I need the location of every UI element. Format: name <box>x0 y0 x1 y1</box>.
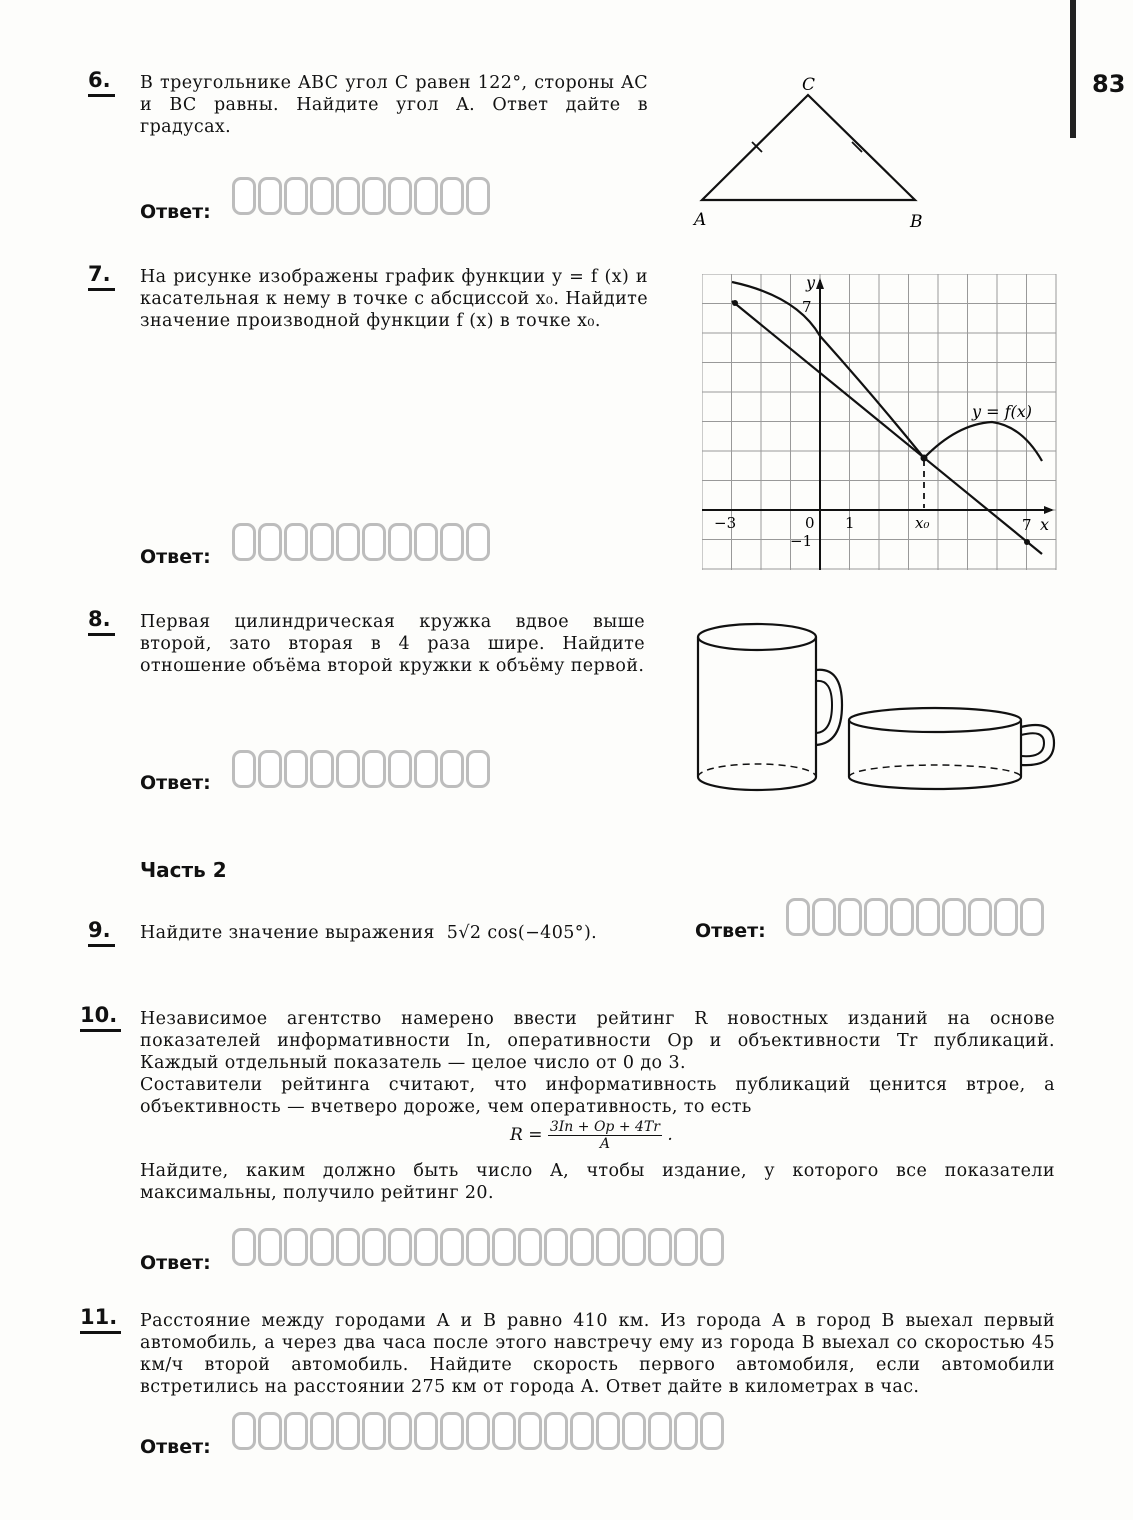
tangent-line <box>732 301 1042 554</box>
answer-cell[interactable] <box>570 1412 594 1450</box>
task-6-answer-label: Ответ: <box>140 201 211 223</box>
answer-cell[interactable] <box>674 1412 698 1450</box>
answer-cell[interactable] <box>284 177 308 215</box>
task-10-formula <box>510 1119 673 1152</box>
answer-cell[interactable] <box>890 898 914 936</box>
answer-cell[interactable] <box>362 1228 386 1266</box>
answer-cell[interactable] <box>968 898 992 936</box>
answer-cell[interactable] <box>414 1412 438 1450</box>
answer-cell[interactable] <box>232 750 256 788</box>
answer-cell[interactable] <box>466 1412 490 1450</box>
task-9-answer-cells[interactable] <box>786 898 1046 936</box>
answer-cell[interactable] <box>1020 898 1044 936</box>
x-axis-label: x <box>1040 515 1050 534</box>
task-10-answer-label: Ответ: <box>140 1252 211 1274</box>
task-7-answer-label: Ответ: <box>140 546 211 568</box>
formula-lhs: R = <box>510 1125 543 1145</box>
answer-cell[interactable] <box>310 177 334 215</box>
answer-cell[interactable] <box>916 898 940 936</box>
task-8-answer-label: Ответ: <box>140 772 211 794</box>
answer-cell[interactable] <box>388 1412 412 1450</box>
answer-cell[interactable] <box>362 750 386 788</box>
vertex-c-label: C <box>802 75 816 95</box>
task-6-number: 6. <box>88 68 111 92</box>
answer-cell[interactable] <box>622 1228 646 1266</box>
vertex-b-label: B <box>910 212 923 232</box>
task-8-text: Первая цилиндрическая кружка вдвое выше второй, зато вторая в 4 раза шире. Найдите отношение объёма второй кружки к объёму первой. <box>140 612 645 676</box>
task-10-text-1: Независимое агентство намерено ввести рейтинг R новостных изданий на основе показателей информативности In, оперативности Op и объективности Tr публикаций. Каждый отдельный показатель — целое число от 0 до 3. <box>140 1009 1055 1073</box>
answer-cell[interactable] <box>994 898 1018 936</box>
answer-cell[interactable] <box>388 750 412 788</box>
answer-cell[interactable] <box>440 750 464 788</box>
task-9-text <box>140 922 597 944</box>
answer-cell[interactable] <box>310 1412 334 1450</box>
page-edge-bar <box>1070 0 1076 138</box>
answer-cell[interactable] <box>284 523 308 561</box>
answer-cell[interactable] <box>414 523 438 561</box>
answer-cell[interactable] <box>284 1228 308 1266</box>
answer-cell[interactable] <box>622 1412 646 1450</box>
answer-cell[interactable] <box>700 1228 724 1266</box>
task-11-text: Расстояние между городами A и B равно 410 км. Из города A в город B выехал первый автомобиль, а через два часа после этого навстречу ему из города B выехал со скоростью 45 км/ч второй автомобиль. Найдите скорость первого автомобиля, если автомобили встретились на расстоянии 275 км от города A. Ответ дайте в километрах в час. <box>140 1311 1055 1397</box>
answer-cell[interactable] <box>596 1412 620 1450</box>
answer-cell[interactable] <box>838 898 862 936</box>
answer-cell[interactable] <box>414 1228 438 1266</box>
task-9-expression: 5√2 cos(−405°). <box>446 923 598 943</box>
answer-cell[interactable] <box>336 1228 360 1266</box>
answer-cell[interactable] <box>258 1228 282 1266</box>
formula-numerator: 3In + Op + 4Tr <box>549 1119 660 1135</box>
formula-end: . <box>667 1125 673 1145</box>
task-7-number: 7. <box>88 262 111 286</box>
answer-cell[interactable] <box>310 523 334 561</box>
answer-cell[interactable] <box>942 898 966 936</box>
answer-cell[interactable] <box>812 898 836 936</box>
task-11-answer-label: Ответ: <box>140 1436 211 1458</box>
answer-cell[interactable] <box>362 177 386 215</box>
answer-cell[interactable] <box>466 523 490 561</box>
origin-label: 0 <box>805 514 815 532</box>
answer-cell[interactable] <box>336 750 360 788</box>
answer-cell[interactable] <box>544 1228 568 1266</box>
task-11-number: 11. <box>80 1305 117 1329</box>
wide-mug <box>849 708 1054 789</box>
answer-cell[interactable] <box>518 1412 542 1450</box>
answer-cell[interactable] <box>232 1412 256 1450</box>
answer-cell[interactable] <box>258 177 282 215</box>
answer-cell[interactable] <box>466 1228 490 1266</box>
answer-cell[interactable] <box>284 750 308 788</box>
answer-cell[interactable] <box>388 177 412 215</box>
part-2-heading: Часть 2 <box>140 858 227 882</box>
answer-cell[interactable] <box>362 523 386 561</box>
answer-cell[interactable] <box>336 1412 360 1450</box>
x-tick-7: 7 <box>1022 516 1032 534</box>
answer-cell[interactable] <box>700 1412 724 1450</box>
task-8-answer-cells[interactable] <box>232 750 492 788</box>
task-10-text-3: Найдите, каким должно быть число A, чтобы издание, у которого все показатели максимальны, получило рейтинг 20. <box>140 1161 1055 1203</box>
mugs-figure <box>692 615 1062 805</box>
task-7-text: На рисунке изображены график функции y = f (x) и касательная к нему в точке с абсциссой x₀. Найдите значение производной функции f (x) в точке x₀. <box>140 267 648 331</box>
y-tick-7: 7 <box>802 298 812 316</box>
answer-cell[interactable] <box>414 177 438 215</box>
answer-cell[interactable] <box>310 1228 334 1266</box>
task-8-number: 8. <box>88 607 111 631</box>
answer-cell[interactable] <box>284 1412 308 1450</box>
answer-cell[interactable] <box>414 750 438 788</box>
task-11-answer-cells[interactable] <box>232 1412 726 1450</box>
answer-cell[interactable] <box>440 177 464 215</box>
answer-cell[interactable] <box>674 1228 698 1266</box>
task-6-answer-cells[interactable] <box>232 177 492 215</box>
formula-denominator: A <box>599 1136 610 1152</box>
answer-cell[interactable] <box>518 1228 542 1266</box>
triangle-figure <box>690 70 940 235</box>
answer-cell[interactable] <box>648 1412 672 1450</box>
answer-cell[interactable] <box>786 898 810 936</box>
answer-cell[interactable] <box>648 1228 672 1266</box>
answer-cell[interactable] <box>864 898 888 936</box>
answer-cell[interactable] <box>232 1228 256 1266</box>
answer-cell[interactable] <box>232 177 256 215</box>
answer-cell[interactable] <box>258 1412 282 1450</box>
answer-cell[interactable] <box>258 523 282 561</box>
task-9-answer-label: Ответ: <box>695 920 766 942</box>
y-tick-neg1: −1 <box>790 532 813 550</box>
y-axis-label: y <box>806 274 816 292</box>
answer-cell[interactable] <box>310 750 334 788</box>
task-10-answer-cells[interactable] <box>232 1228 726 1266</box>
task-10-text-2: Составители рейтинга считают, что информативность публикаций ценится втрое, а объективность — вчетверо дороже, чем оперативность, то есть <box>140 1075 1055 1117</box>
task-9-number: 9. <box>88 918 111 942</box>
answer-cell[interactable] <box>362 1412 386 1450</box>
x-tick-1: 1 <box>845 514 855 532</box>
answer-cell[interactable] <box>492 1228 516 1266</box>
answer-cell[interactable] <box>466 177 490 215</box>
answer-cell[interactable] <box>336 177 360 215</box>
answer-cell[interactable] <box>466 750 490 788</box>
answer-cell[interactable] <box>544 1412 568 1450</box>
answer-cell[interactable] <box>440 523 464 561</box>
tall-mug <box>698 624 842 790</box>
page-number: 83 <box>1092 70 1126 98</box>
function-curve <box>732 282 1042 461</box>
task-10-number: 10. <box>80 1003 117 1027</box>
answer-cell[interactable] <box>440 1228 464 1266</box>
answer-cell[interactable] <box>388 523 412 561</box>
answer-cell[interactable] <box>570 1228 594 1266</box>
answer-cell[interactable] <box>258 750 282 788</box>
task-6-text: В треугольнике ABC угол C равен 122°, стороны AC и BC равны. Найдите угол A. Ответ дайте в градусах. <box>140 73 648 137</box>
answer-cell[interactable] <box>232 523 256 561</box>
x0-label: x₀ <box>915 514 930 532</box>
answer-cell[interactable] <box>492 1412 516 1450</box>
task-7-answer-cells[interactable] <box>232 523 492 561</box>
answer-cell[interactable] <box>388 1228 412 1266</box>
answer-cell[interactable] <box>440 1412 464 1450</box>
answer-cell[interactable] <box>596 1228 620 1266</box>
x-tick-neg3: −3 <box>714 514 737 532</box>
vertex-a-label: A <box>694 210 707 230</box>
task-9-prompt: Найдите значение выражения <box>140 923 435 943</box>
answer-cell[interactable] <box>336 523 360 561</box>
function-graph <box>702 274 1060 574</box>
triangle <box>702 95 915 200</box>
function-label: y = f(x) <box>972 402 1033 421</box>
